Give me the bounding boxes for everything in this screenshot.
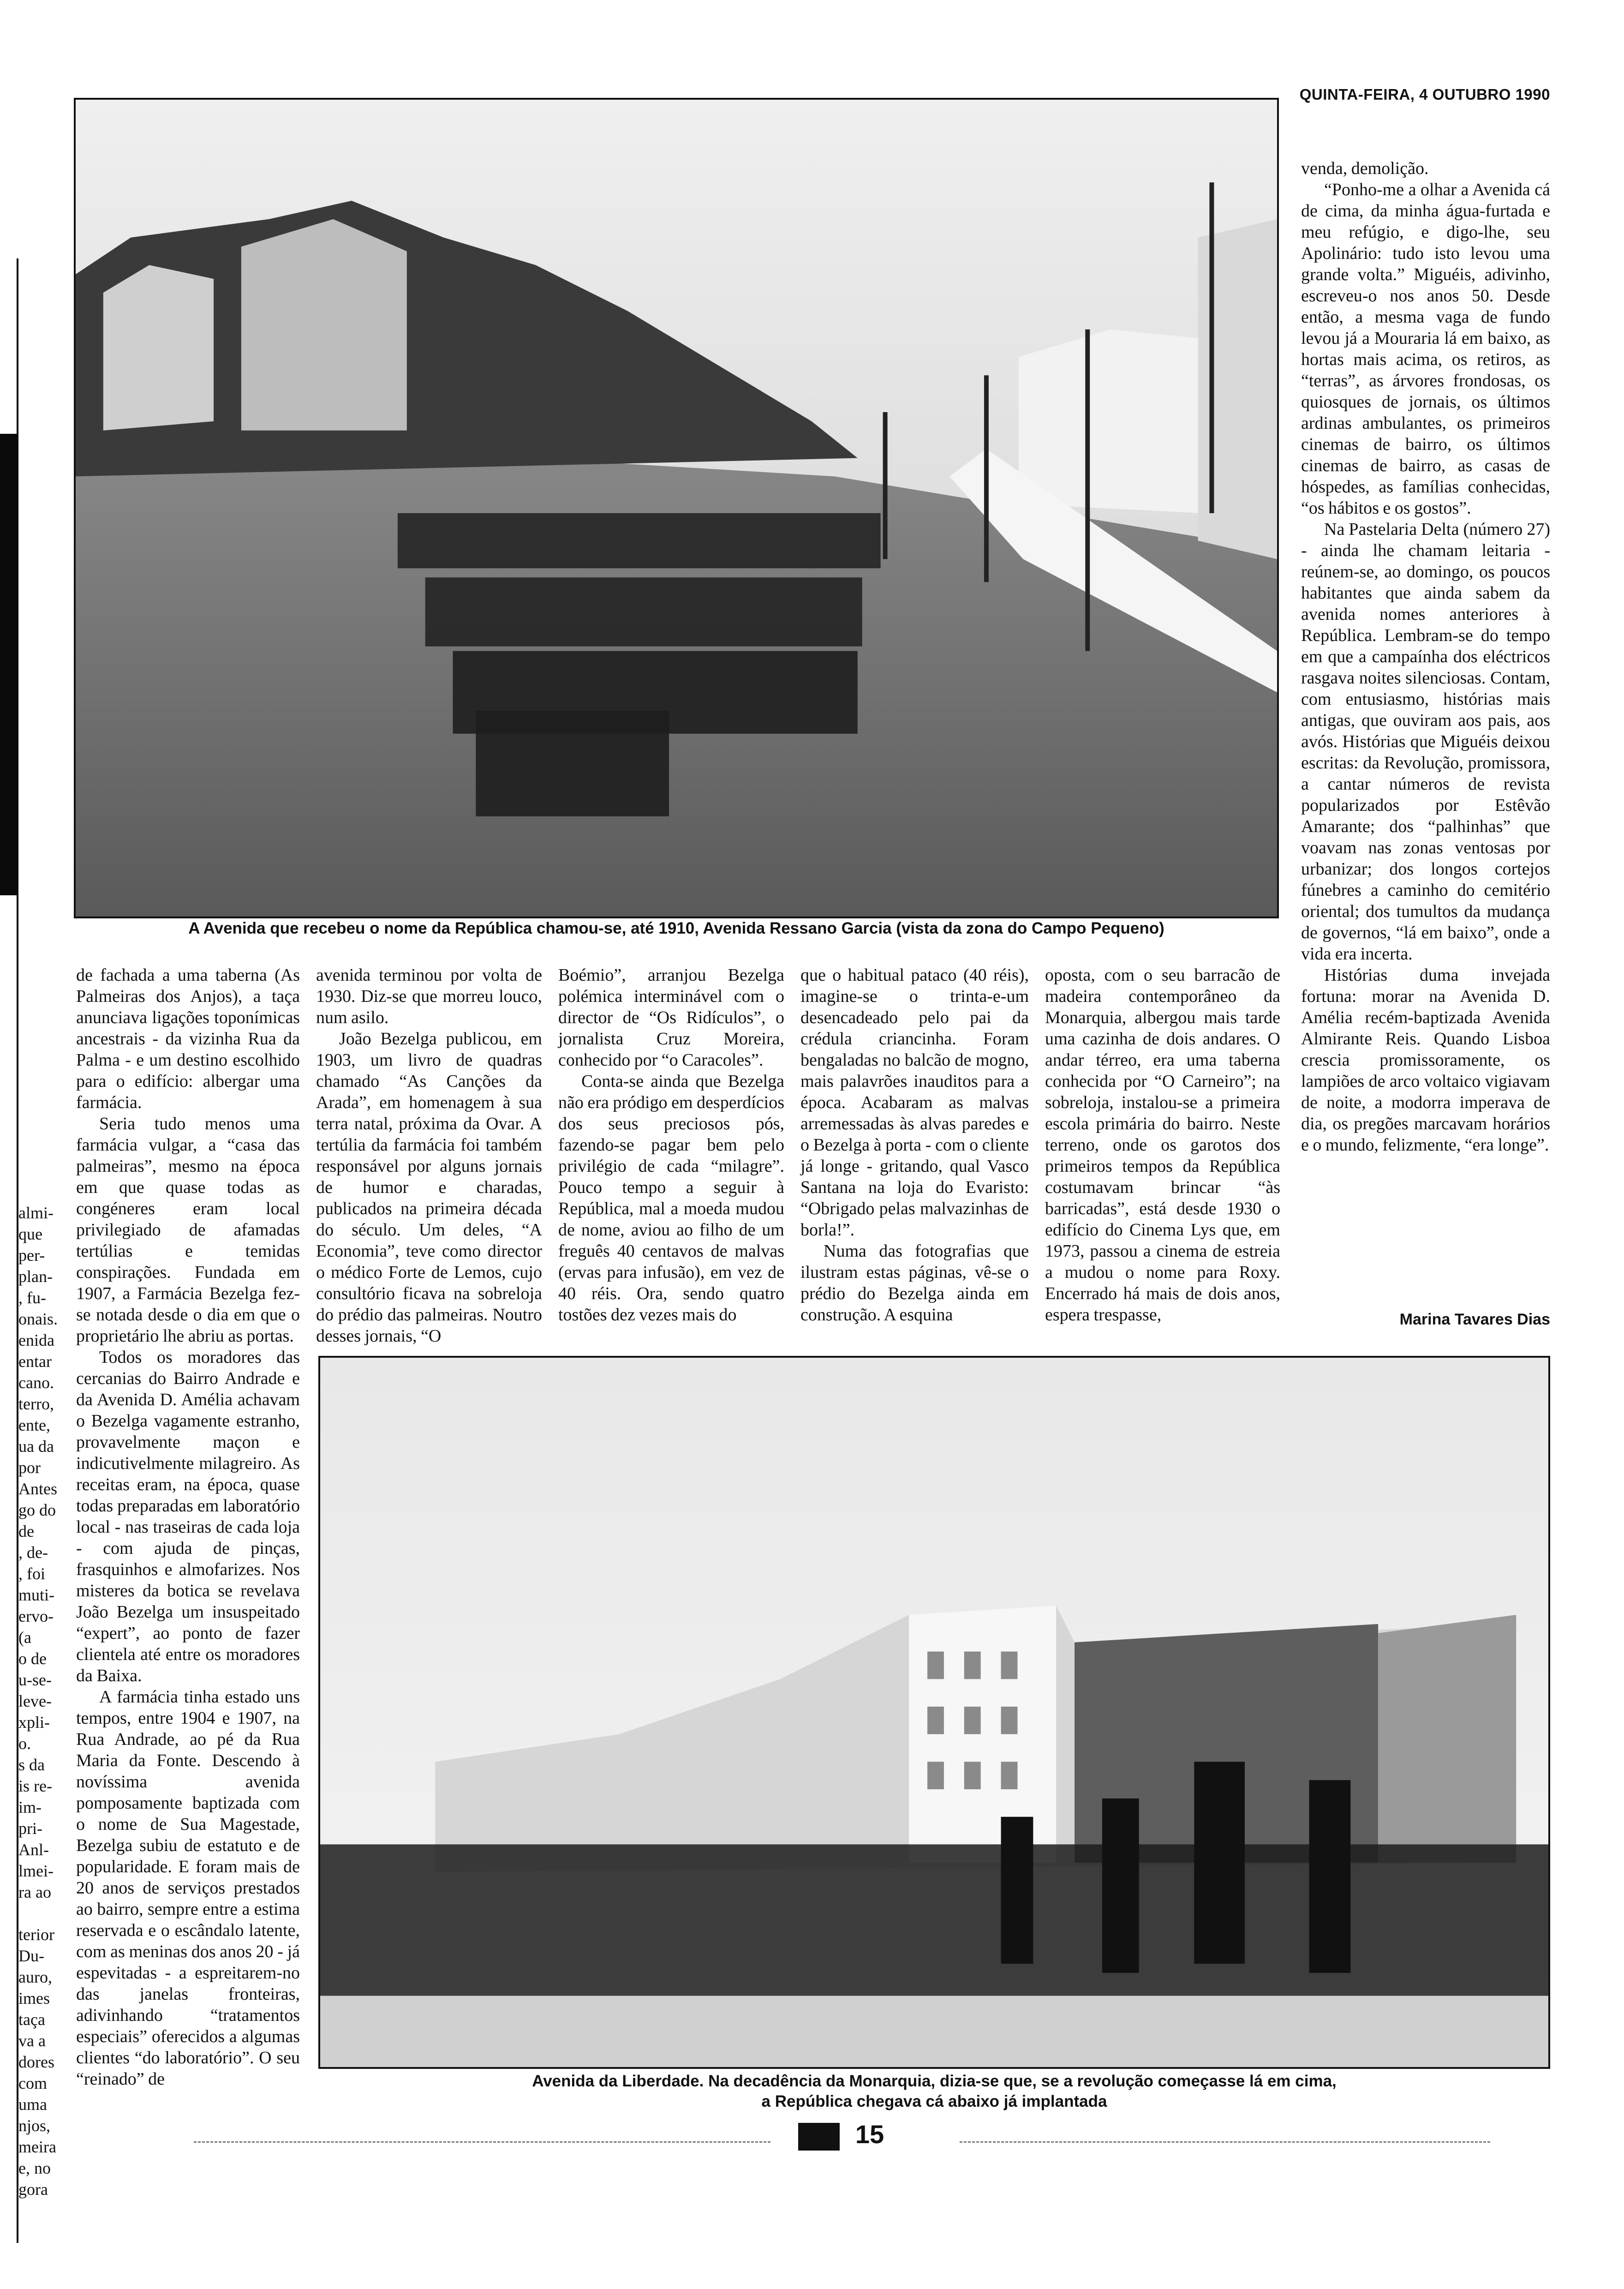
paragraph: Na Pastelaria Delta (número 27) - ainda lhe chamam leitaria - reúnem-se, ao domingo, os poucos habitantes que ainda sabem da avenida nomes anteriores à República. Lembram-se do tempo em que a campaínha dos eléctricos rasgava noites silenciosas. Contam, com entusiasmo, histórias mais antigas, que ouviram aos pais, aos avós. Histórias que Miguéis deixou escritas: da Revolução, promissora, a cantar números de revista popularizados por Estêvão Amarante; dos “palhinhas” que voavam nas zonas ventosas por urbanizar; dos longos cortejos fúnebres a caminho do cemitério oriental; dos tumultos da mudança de governos, “lá em baixo”, onde a vida era incerta. <box>1301 520 1550 964</box>
left-fragment-line: is re- <box>18 1777 52 1795</box>
left-fragment-line: onais. <box>18 1310 58 1328</box>
left-fragment-line: uma <box>18 2095 47 2114</box>
left-fragment-line: u-se- <box>18 1671 52 1689</box>
left-fragment-line: per- <box>18 1246 45 1264</box>
paragraph: Boémio”, arranjou Bezelga polémica interminável com o director de “Os Ridículos”, o jornalista Cruz Moreira, conhecido por “o Caracoles”. <box>558 965 784 1070</box>
paragraph: que o habitual pataco (40 réis), imagine-se o trinta-e-um desencadeado pelo pai da crédula criancinha. Foram bengaladas no balcão de mogno, mais palavrões inauditos para a época. Acabaram as malvas arremessadas às alvas paredes e o Bezelga à porta - com o cliente já longe - gritando, qual Vasco Santana na loja do Evaristo: “Obrigado pelas malvazinhas de borla!”. <box>800 965 1029 1240</box>
article-column-5 <box>1045 965 1280 1338</box>
paragraph: A farmácia tinha estado uns tempos, entre 1904 e 1907, na Rua Andrade, ao pé da Rua Maria da Fonte. Descendo à novíssima avenida pomposamente baptizada com o nome de Sua Magestade, Bezelga subiu de estatuto e de popularidade. E foram mais de 20 anos de serviços prestados ao bairro, sempre entre a estima reservada e o escândalo latente, com as meninas dos anos 20 - já espevitadas - a espreitarem-no das janelas fronteiras, adivinhando “tratamentos especiais” oferecidos a algumas clientes “do laboratório”. O seu “reinado” de <box>76 1687 300 2089</box>
left-fragment-line: terro, <box>18 1395 54 1413</box>
paragraph: Conta-se ainda que Bezelga não era pródigo em desperdícios dos seus preciosos pós, fazendo-se pagar bem pelo privilégio de cada “milagre”. Pouco tempo a seguir à República, mal a moeda mudou de nome, aviou ao filho de um freguês 40 centavos de malvas (ervas para infusão), em vez de 40 réis. Ora, sendo quatro tostões dez vezes mais do <box>558 1072 784 1324</box>
footer-rule-right <box>960 2141 1490 2143</box>
paragraph: de fachada a uma taberna (As Palmeiras dos Anjos), a taça anunciava ligações toponímicas ancestrais - da vizinha Rua da Palma - e um destino escolhido para o edifício: albergar uma farmácia. <box>76 965 300 1112</box>
left-fragment-line: imes <box>18 1989 50 2007</box>
left-fragment-line: im- <box>18 1798 42 1816</box>
left-fragment-line: terior <box>18 1925 54 1944</box>
paragraph: oposta, com o seu barracão de madeira contemporâneo da Monarquia, albergou mais tarde uma cazinha de dois andares. O andar térreo, era uma taberna conhecida por “O Carneiro”; na sobreloja, instalou-se a primeira escola primária do bairro. Neste terreno, onde os garotos dos primeiros tempos da República costumavam brincar “às barricadas”, está desde 1930 o edifício do Cinema Lys que, em 1973, passou a cinema de estreia a mudou o nome para Roxy. Encerrado há mais de dois anos, espera trespasse, <box>1045 965 1280 1324</box>
page-number: 15 <box>855 2120 884 2149</box>
street-procession-image <box>76 100 1277 917</box>
left-fragment-line: de <box>18 1522 34 1540</box>
photo2-caption-line1: Avenida da Liberdade. Na decadência da Monarquia, dizia-se que, se a revolução começasse lá em cima, <box>532 2072 1337 2090</box>
left-fragment-line: , foi <box>18 1564 45 1583</box>
article-column-right <box>1301 158 1550 1316</box>
left-fragment-line: dores <box>18 2053 54 2071</box>
paragraph: Todos os moradores das cercanias do Bairro Andrade e da Avenida D. Amélia achavam o Bezelga vagamente estranho, provavelmente maçon e indicutivelmente milagreiro. As receitas eram, na época, quase todas preparadas em laboratório local - nas traseiras de cada loja - com ajuda de pinças, frasquinhos e almofarizes. Nos misteres da botica se revelava João Bezelga um insuspeitado “expert”, ao ponto de fazer clientela até entre os moradores da Baixa. <box>76 1348 300 1685</box>
left-fragment-line: que <box>18 1225 42 1243</box>
left-fragment-line: va a <box>18 2031 46 2050</box>
left-fragment-line: auro, <box>18 1968 52 1986</box>
left-fragment-line: por <box>18 1458 41 1477</box>
adjacent-page-fragments <box>18 1202 74 2199</box>
left-fragment-line: , de- <box>18 1543 48 1562</box>
left-fragment-line <box>18 1903 74 1924</box>
left-fragment-line: enida <box>18 1331 54 1349</box>
left-fragment-line: gora <box>18 2180 48 2199</box>
paragraph: venda, demolição. <box>1301 159 1429 178</box>
left-fragment-line: , fu- <box>18 1288 46 1307</box>
photo-avenida-liberdade <box>318 1356 1550 2069</box>
left-fragment-line: ente, <box>18 1416 50 1434</box>
paragraph: “Ponho-me a olhar a Avenida cá de cima, da minha água-furtada e meu refúgio, e digo-lhe, seu Apolinário: tudo isto levou uma grande volta.” Miguéis, adivinho, escreveu-o nos anos 50. Desde então, a mesma vaga de fundo levou já a Mouraria lá em baixo, as hortas mais acima, os retiros, as “terras”, as árvores frondosas, os quiosques de jornais, os últimos ardinas ambulantes, os primeiros cinemas de bairro, os últimos cinemas de bairro, as casas de hóspedes, as famílias conhecidas, “os hábitos e os gostos”. <box>1301 180 1550 518</box>
left-fragment-line: com <box>18 2074 47 2092</box>
left-fragment-line: ervo- <box>18 1607 54 1625</box>
paragraph: Numa das fotografias que ilustram estas páginas, vê-se o prédio do Bezelga ainda em construção. A esquina <box>800 1241 1029 1324</box>
left-fragment-line: Du- <box>18 1947 44 1965</box>
crowd-scene-image <box>320 1358 1548 2067</box>
left-fragment-line: leve- <box>18 1692 52 1710</box>
photo1-caption: A Avenida que recebeu o nome da República chamou-se, até 1910, Avenida Ressano Garcia (vista da zona do Campo Pequeno) <box>188 919 1164 937</box>
footer-rule-left <box>194 2141 770 2143</box>
left-fragment-line: ua da <box>18 1437 54 1456</box>
article-column-3 <box>558 965 784 1338</box>
left-fragment-line: ra ao <box>18 1883 51 1901</box>
left-fragment-line: pri- <box>18 1819 42 1838</box>
author-byline: Marina Tavares Dias <box>1399 1311 1550 1328</box>
left-fragment-line: o de <box>18 1649 47 1668</box>
left-fragment-line: cano. <box>18 1373 54 1392</box>
publication-date: QUINTA-FEIRA, 4 OUTUBRO 1990 <box>1299 86 1550 103</box>
left-fragment-line: o. <box>18 1734 31 1753</box>
left-fragment-line: plan- <box>18 1267 53 1286</box>
article-column-4 <box>800 965 1029 1338</box>
left-fragment-line: (a <box>18 1628 31 1647</box>
paragraph: avenida terminou por volta de 1930. Diz-se que morreu louco, num asilo. <box>316 965 542 1027</box>
left-fragment-line: muti- <box>18 1586 54 1604</box>
left-fragment-line: Anl- <box>18 1840 49 1859</box>
left-fragment-line: e, no <box>18 2159 51 2177</box>
left-fragment-line: Antes <box>18 1480 57 1498</box>
left-fragment-line: entar <box>18 1352 52 1371</box>
article-column-1 <box>76 965 300 2104</box>
paragraph: João Bezelga publicou, em 1903, um livro de quadras chamado “As Canções da Arada”, em homenagem à sua terra natal, próxima da Ovar. A tertúlia da farmácia foi também responsável por alguns jornais de humor e charadas, publicados na primeira década do século. Um deles, “A Economia”, teve como director o médico Forte de Lemos, cujo consultório ficava na sobreloja do prédio das palmeiras. Noutro desses jornais, “O <box>316 1029 542 1346</box>
left-fragment-line: lmei- <box>18 1862 54 1880</box>
left-fragment-line: njos, <box>18 2116 51 2135</box>
photo-avenida-republica <box>74 98 1279 918</box>
left-fragment-line: almi- <box>18 1204 54 1222</box>
paragraph: Seria tudo menos uma farmácia vulgar, a “casa das palmeiras”, mesmo na época em que quase todas as congéneres eram local privilegiado de afamadas tertúlias e temidas conspirações. Fundada em 1907, a Farmácia Bezelga fez-se notada desde o dia em que o proprietário lhe abriu as portas. <box>76 1114 300 1346</box>
left-fragment-line: taça <box>18 2010 45 2029</box>
paragraph: Histórias duma invejada fortuna: morar na Avenida D. Amélia recém-baptizada Avenida Almirante Reis. Quando Lisboa crescia promissoramente, os lampiões de arco voltaico vigiavam de noite, a modorra imperava de dia, os pregões marcavam horários e o mundo, felizmente, “era longe”. <box>1301 965 1550 1155</box>
article-column-2 <box>316 965 542 1346</box>
left-fragment-line: meira <box>18 2138 56 2156</box>
photo2-caption-line2: a República chegava cá abaixo já implantada <box>761 2092 1107 2110</box>
left-fragment-line: go do <box>18 1501 56 1519</box>
newspaper-logo-icon <box>798 2123 840 2151</box>
left-fragment-line: s da <box>18 1756 45 1774</box>
left-fragment-line: xpli- <box>18 1713 50 1732</box>
left-edge-dark-strip <box>0 434 18 895</box>
